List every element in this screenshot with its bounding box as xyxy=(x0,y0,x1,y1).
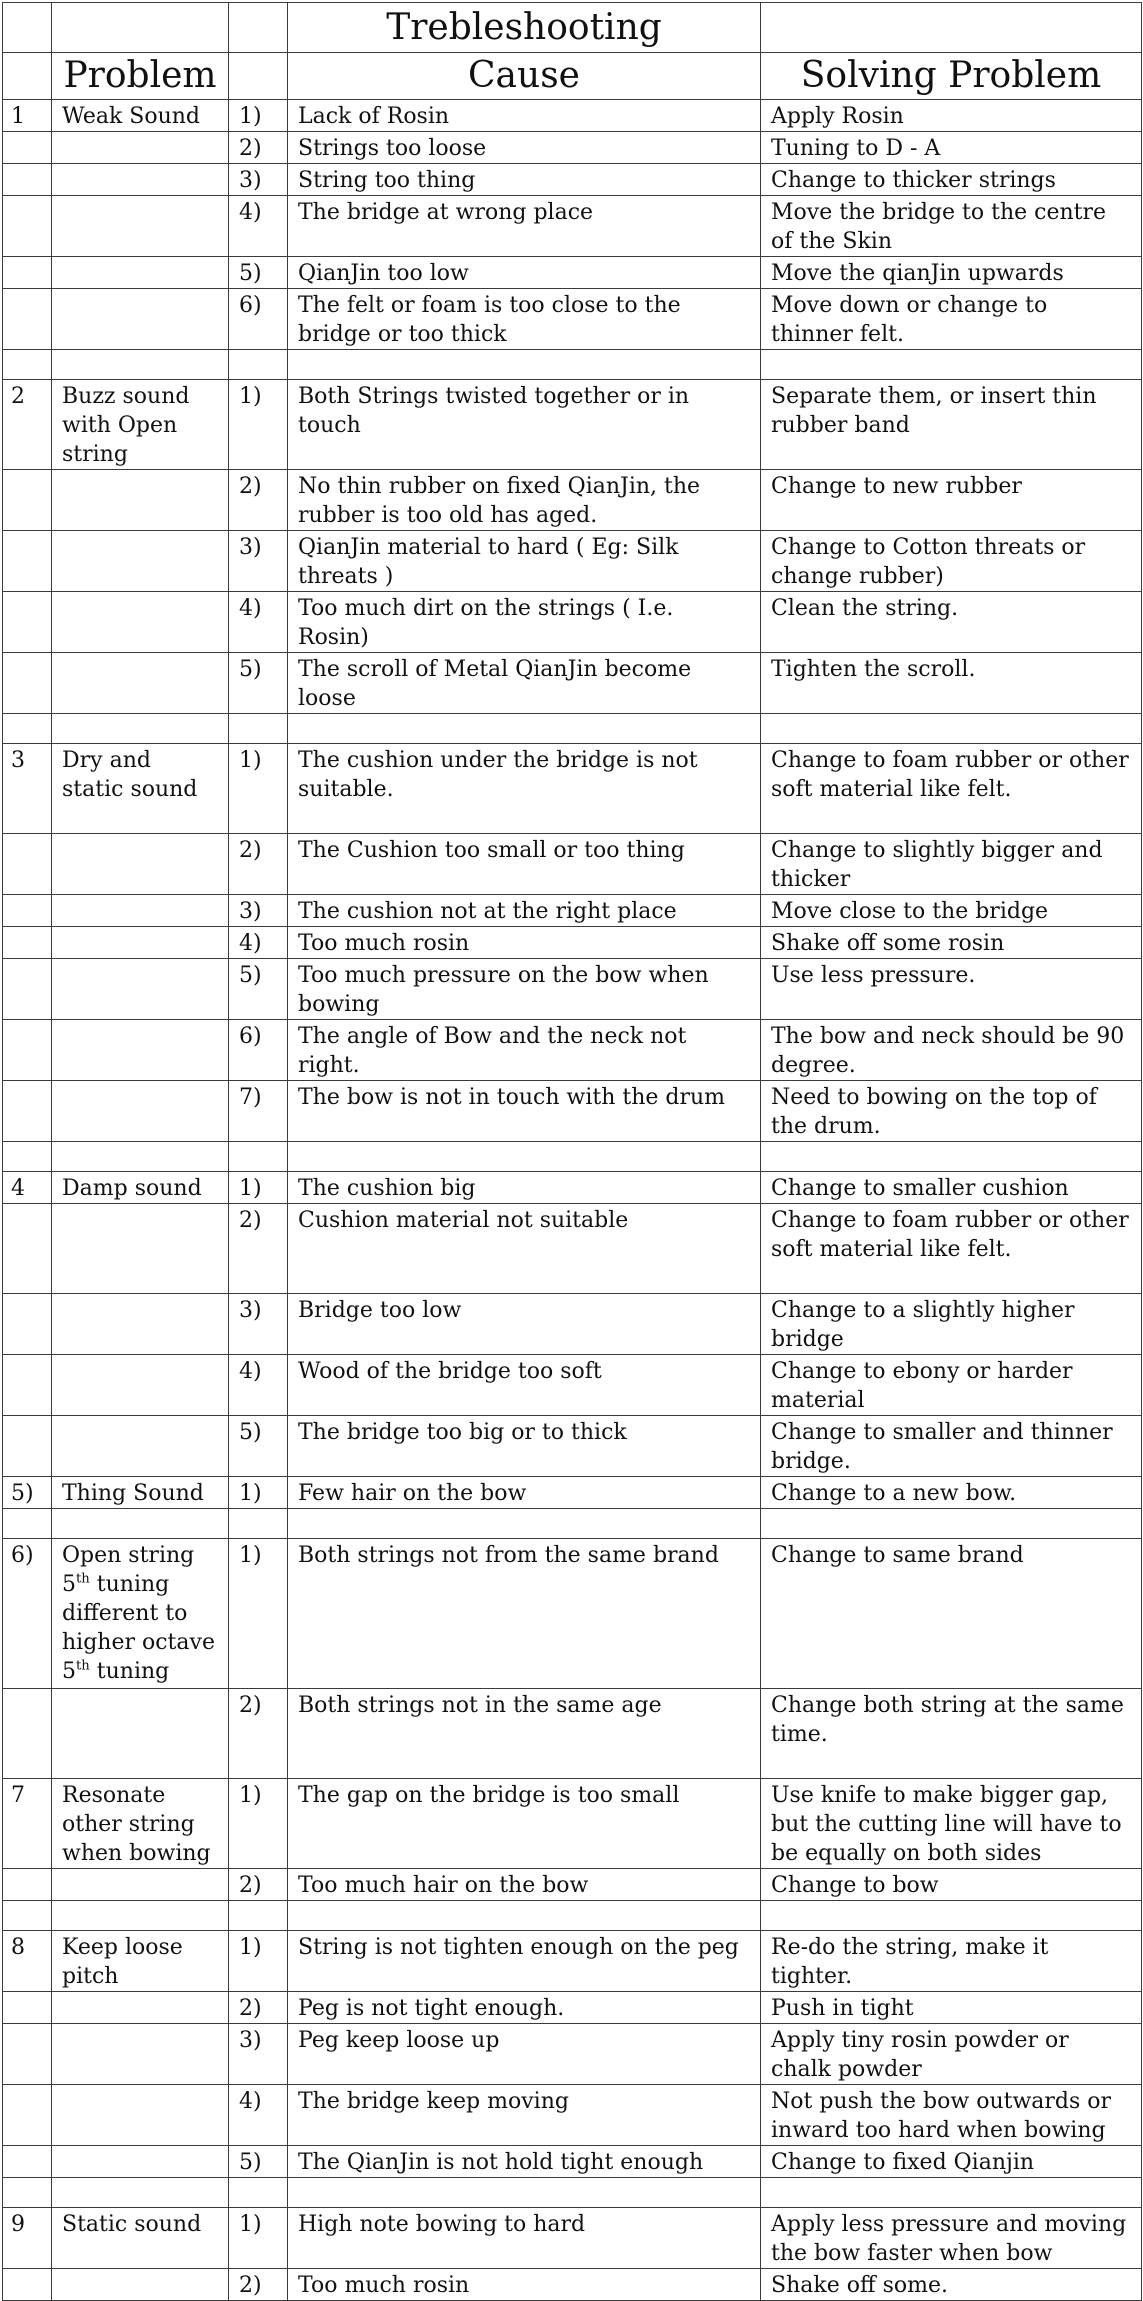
problem-cell: Buzz sound with Open string xyxy=(52,380,229,470)
solution-cell xyxy=(761,714,1142,744)
solution-cell: Shake off some rosin xyxy=(761,927,1142,959)
cause-cell: String too thing xyxy=(288,164,761,196)
row-number xyxy=(3,2085,52,2146)
problem-cell xyxy=(52,164,229,196)
problem-cell xyxy=(52,289,229,350)
cause-cell: The bridge too big or to thick xyxy=(288,1416,761,1477)
cause-cell: The bridge keep moving xyxy=(288,2085,761,2146)
cause-index xyxy=(229,714,288,744)
table-row xyxy=(3,196,1142,257)
problem-cell: Dry and static sound xyxy=(52,744,229,834)
table-row xyxy=(3,1204,1142,1294)
problem-cell xyxy=(52,257,229,289)
solution-cell: Move the bridge to the centre of the Skin xyxy=(761,196,1142,257)
cause-index: 6) xyxy=(229,289,288,350)
row-number: 6) xyxy=(3,1539,52,1689)
row-number: 8 xyxy=(3,1931,52,1992)
row-number xyxy=(3,1869,52,1901)
cause-cell: Bridge too low xyxy=(288,1294,761,1355)
solution-cell: Clean the string. xyxy=(761,592,1142,653)
row-number: 7 xyxy=(3,1779,52,1869)
table-row xyxy=(3,1355,1142,1416)
row-number: 9 xyxy=(3,2208,52,2269)
row-number xyxy=(3,196,52,257)
cause-cell xyxy=(288,1901,761,1931)
table-row xyxy=(3,1779,1142,1869)
table-row xyxy=(3,1416,1142,1477)
cause-index: 2) xyxy=(229,470,288,531)
problem-cell xyxy=(52,1081,229,1142)
solution-cell: Tuning to D - A xyxy=(761,132,1142,164)
table-row xyxy=(3,1931,1142,1992)
cause-cell: Too much rosin xyxy=(288,927,761,959)
row-number: 5) xyxy=(3,1477,52,1509)
problem-cell xyxy=(52,1992,229,2024)
cause-index: 2) xyxy=(229,1869,288,1901)
problem-cell xyxy=(52,2146,229,2178)
cause-cell: The QianJin is not hold tight enough xyxy=(288,2146,761,2178)
problem-cell xyxy=(52,2024,229,2085)
solution-cell: Tighten the scroll. xyxy=(761,653,1142,714)
table-row xyxy=(3,592,1142,653)
cause-index: 2) xyxy=(229,1689,288,1779)
table-row xyxy=(3,1992,1142,2024)
problem-cell xyxy=(52,132,229,164)
problem-cell: Resonate other string when bowing xyxy=(52,1779,229,1869)
table-row xyxy=(3,2146,1142,2178)
table-row xyxy=(3,714,1142,744)
row-number xyxy=(3,834,52,895)
problem-cell xyxy=(52,1509,229,1539)
cause-cell xyxy=(288,1509,761,1539)
solution-cell: Change to smaller and thinner bridge. xyxy=(761,1416,1142,1477)
problem-cell xyxy=(52,350,229,380)
problem-cell xyxy=(52,592,229,653)
row-number xyxy=(3,2178,52,2208)
cause-index: 5) xyxy=(229,1416,288,1477)
solution-cell: Apply tiny rosin powder or chalk powder xyxy=(761,2024,1142,2085)
cause-cell: Peg is not tight enough. xyxy=(288,1992,761,2024)
row-number: 3 xyxy=(3,744,52,834)
header-cause: Cause xyxy=(288,53,761,100)
cause-index: 1) xyxy=(229,1931,288,1992)
solution-cell: Use less pressure. xyxy=(761,959,1142,1020)
cause-index: 5) xyxy=(229,653,288,714)
problem-cell xyxy=(52,927,229,959)
cause-index: 5) xyxy=(229,257,288,289)
row-number xyxy=(3,470,52,531)
problem-cell xyxy=(52,1142,229,1172)
solution-cell xyxy=(761,1142,1142,1172)
problem-cell xyxy=(52,196,229,257)
cause-cell: Peg keep loose up xyxy=(288,2024,761,2085)
table-row xyxy=(3,2269,1142,2301)
solution-cell xyxy=(761,1901,1142,1931)
cause-index: 6) xyxy=(229,1020,288,1081)
problem-cell: Open string 5th tuning different to higher octave 5th tuning xyxy=(52,1539,229,1689)
solution-cell: Change to foam rubber or other soft material like felt. xyxy=(761,744,1142,834)
problem-cell: Thing Sound xyxy=(52,1477,229,1509)
cause-cell: The bridge at wrong place xyxy=(288,196,761,257)
row-number: 4 xyxy=(3,1172,52,1204)
problem-cell xyxy=(52,531,229,592)
solution-cell: Move down or change to thinner felt. xyxy=(761,289,1142,350)
solution-cell: Change to Cotton threats or change rubber) xyxy=(761,531,1142,592)
table-row xyxy=(3,2208,1142,2269)
table-row xyxy=(3,744,1142,834)
problem-cell xyxy=(52,2085,229,2146)
title-spacer-cell xyxy=(761,3,1142,53)
problem-cell xyxy=(52,653,229,714)
cause-index: 4) xyxy=(229,1355,288,1416)
cause-cell: Too much rosin xyxy=(288,2269,761,2301)
row-number xyxy=(3,1355,52,1416)
cause-cell: Both strings not from the same brand xyxy=(288,1539,761,1689)
solution-cell xyxy=(761,2178,1142,2208)
row-number xyxy=(3,350,52,380)
cause-index: 1) xyxy=(229,1779,288,1869)
cause-index: 2) xyxy=(229,2269,288,2301)
solution-cell xyxy=(761,1509,1142,1539)
solution-cell: Change to bow xyxy=(761,1869,1142,1901)
row-number xyxy=(3,653,52,714)
table-row xyxy=(3,2085,1142,2146)
row-number xyxy=(3,895,52,927)
table-row xyxy=(3,1477,1142,1509)
row-number xyxy=(3,1020,52,1081)
row-number xyxy=(3,2146,52,2178)
problem-cell xyxy=(52,1294,229,1355)
cause-index xyxy=(229,1901,288,1931)
cause-index: 3) xyxy=(229,1294,288,1355)
problem-cell: Damp sound xyxy=(52,1172,229,1204)
problem-cell: Static sound xyxy=(52,2208,229,2269)
cause-cell xyxy=(288,350,761,380)
cause-index: 2) xyxy=(229,1204,288,1294)
problem-cell xyxy=(52,895,229,927)
problem-cell: Weak Sound xyxy=(52,100,229,132)
row-number xyxy=(3,959,52,1020)
header-problem: Problem xyxy=(52,53,229,100)
solution-cell: Move close to the bridge xyxy=(761,895,1142,927)
problem-cell xyxy=(52,1869,229,1901)
table-row xyxy=(3,164,1142,196)
solution-cell: Move the qianJin upwards xyxy=(761,257,1142,289)
cause-cell: Too much pressure on the bow when bowing xyxy=(288,959,761,1020)
cause-cell: The cushion under the bridge is not suitable. xyxy=(288,744,761,834)
solution-cell: Change to thicker strings xyxy=(761,164,1142,196)
cause-index xyxy=(229,1509,288,1539)
cause-index: 1) xyxy=(229,1172,288,1204)
table-row xyxy=(3,653,1142,714)
row-number xyxy=(3,1294,52,1355)
problem-cell xyxy=(52,1204,229,1294)
cause-cell: Wood of the bridge too soft xyxy=(288,1355,761,1416)
table-row xyxy=(3,2024,1142,2085)
table-row xyxy=(3,1294,1142,1355)
table-row xyxy=(3,1539,1142,1689)
solution-cell: Use knife to make bigger gap, but the cutting line will have to be equally on both sides xyxy=(761,1779,1142,1869)
table-row xyxy=(3,132,1142,164)
problem-cell xyxy=(52,1901,229,1931)
row-number xyxy=(3,132,52,164)
row-number xyxy=(3,2024,52,2085)
title-spacer-cell xyxy=(229,3,288,53)
cause-cell: Too much dirt on the strings ( I.e. Rosin) xyxy=(288,592,761,653)
problem-cell xyxy=(52,1416,229,1477)
table-row xyxy=(3,470,1142,531)
solution-cell: Shake off some. xyxy=(761,2269,1142,2301)
row-number xyxy=(3,1081,52,1142)
header-row xyxy=(3,53,1142,100)
table-row xyxy=(3,1869,1142,1901)
cause-cell: QianJin material to hard ( Eg: Silk threats ) xyxy=(288,531,761,592)
table-row xyxy=(3,1509,1142,1539)
solution-cell: Change both string at the same time. xyxy=(761,1689,1142,1779)
row-number xyxy=(3,531,52,592)
row-number xyxy=(3,1416,52,1477)
problem-cell xyxy=(52,1355,229,1416)
solution-cell: Change to slightly bigger and thicker xyxy=(761,834,1142,895)
cause-cell: Cushion material not suitable xyxy=(288,1204,761,1294)
cause-index: 2) xyxy=(229,834,288,895)
solution-cell: Re-do the string, make it tighter. xyxy=(761,1931,1142,1992)
row-number: 2 xyxy=(3,380,52,470)
row-number xyxy=(3,289,52,350)
table-row xyxy=(3,380,1142,470)
solution-cell xyxy=(761,350,1142,380)
row-number xyxy=(3,1689,52,1779)
solution-cell: Not push the bow outwards or inward too hard when bowing xyxy=(761,2085,1142,2146)
cause-index: 1) xyxy=(229,1539,288,1689)
title-spacer-cell xyxy=(3,3,52,53)
row-number xyxy=(3,1901,52,1931)
cause-cell: Too much hair on the bow xyxy=(288,1869,761,1901)
row-number xyxy=(3,714,52,744)
cause-cell: The cushion big xyxy=(288,1172,761,1204)
cause-index: 7) xyxy=(229,1081,288,1142)
table-row xyxy=(3,959,1142,1020)
table-row xyxy=(3,531,1142,592)
cause-index: 1) xyxy=(229,1477,288,1509)
cause-index: 4) xyxy=(229,2085,288,2146)
cause-cell: The angle of Bow and the neck not right. xyxy=(288,1020,761,1081)
cause-cell xyxy=(288,1142,761,1172)
title-row xyxy=(3,3,1142,53)
cause-cell: Both Strings twisted together or in touch xyxy=(288,380,761,470)
row-number xyxy=(3,1509,52,1539)
table-row xyxy=(3,1142,1142,1172)
problem-cell xyxy=(52,834,229,895)
cause-cell: The Cushion too small or too thing xyxy=(288,834,761,895)
solution-cell: Change to smaller cushion xyxy=(761,1172,1142,1204)
row-number xyxy=(3,1992,52,2024)
cause-cell: High note bowing to hard xyxy=(288,2208,761,2269)
table-row xyxy=(3,1172,1142,1204)
solution-cell: Change to same brand xyxy=(761,1539,1142,1689)
header-number xyxy=(3,53,52,100)
cause-cell: Both strings not in the same age xyxy=(288,1689,761,1779)
cause-index: 2) xyxy=(229,132,288,164)
cause-index: 3) xyxy=(229,2024,288,2085)
problem-cell: Keep loose pitch xyxy=(52,1931,229,1992)
solution-cell: Change to new rubber xyxy=(761,470,1142,531)
solution-cell: Change to ebony or harder material xyxy=(761,1355,1142,1416)
cause-index: 1) xyxy=(229,380,288,470)
cause-index xyxy=(229,1142,288,1172)
table-row xyxy=(3,1901,1142,1931)
row-number xyxy=(3,164,52,196)
solution-cell: Change to a new bow. xyxy=(761,1477,1142,1509)
solution-cell: Change to a slightly higher bridge xyxy=(761,1294,1142,1355)
table-row xyxy=(3,1081,1142,1142)
table-row xyxy=(3,2178,1142,2208)
problem-cell xyxy=(52,714,229,744)
cause-cell xyxy=(288,2178,761,2208)
cause-cell: String is not tighten enough on the peg xyxy=(288,1931,761,1992)
table-row xyxy=(3,1689,1142,1779)
table-row xyxy=(3,834,1142,895)
table-row xyxy=(3,289,1142,350)
problem-cell xyxy=(52,2178,229,2208)
table-row xyxy=(3,257,1142,289)
table-row xyxy=(3,350,1142,380)
cause-index: 5) xyxy=(229,2146,288,2178)
cause-cell: Strings too loose xyxy=(288,132,761,164)
cause-index: 2) xyxy=(229,1992,288,2024)
cause-index xyxy=(229,2178,288,2208)
cause-cell: The bow is not in touch with the drum xyxy=(288,1081,761,1142)
table-row xyxy=(3,927,1142,959)
solution-cell: Separate them, or insert thin rubber band xyxy=(761,380,1142,470)
cause-cell: The gap on the bridge is too small xyxy=(288,1779,761,1869)
solution-cell: Push in tight xyxy=(761,1992,1142,2024)
cause-index: 5) xyxy=(229,959,288,1020)
solution-cell: Apply less pressure and moving the bow faster when bow xyxy=(761,2208,1142,2269)
solution-cell: Change to foam rubber or other soft material like felt. xyxy=(761,1204,1142,1294)
cause-index: 3) xyxy=(229,164,288,196)
row-number xyxy=(3,2269,52,2301)
cause-cell: The cushion not at the right place xyxy=(288,895,761,927)
cause-cell: Few hair on the bow xyxy=(288,1477,761,1509)
header-solution: Solving Problem xyxy=(761,53,1142,100)
cause-cell xyxy=(288,714,761,744)
row-number xyxy=(3,1204,52,1294)
cause-index: 4) xyxy=(229,927,288,959)
table-row xyxy=(3,100,1142,132)
cause-index xyxy=(229,350,288,380)
cause-index: 1) xyxy=(229,100,288,132)
row-number: 1 xyxy=(3,100,52,132)
solution-cell: The bow and neck should be 90 degree. xyxy=(761,1020,1142,1081)
cause-index: 3) xyxy=(229,531,288,592)
row-number xyxy=(3,257,52,289)
table-row xyxy=(3,895,1142,927)
title-spacer-cell xyxy=(52,3,229,53)
table-row xyxy=(3,1020,1142,1081)
cause-cell: The felt or foam is too close to the bridge or too thick xyxy=(288,289,761,350)
cause-index: 1) xyxy=(229,2208,288,2269)
solution-cell: Need to bowing on the top of the drum. xyxy=(761,1081,1142,1142)
document-title: Trebleshooting xyxy=(288,3,761,53)
cause-index: 4) xyxy=(229,196,288,257)
cause-cell: QianJin too low xyxy=(288,257,761,289)
cause-index: 4) xyxy=(229,592,288,653)
problem-cell xyxy=(52,1020,229,1081)
cause-index: 1) xyxy=(229,744,288,834)
cause-cell: Lack of Rosin xyxy=(288,100,761,132)
row-number xyxy=(3,1142,52,1172)
cause-index: 3) xyxy=(229,895,288,927)
cause-cell: The scroll of Metal QianJin become loose xyxy=(288,653,761,714)
row-number xyxy=(3,592,52,653)
problem-cell xyxy=(52,1689,229,1779)
solution-cell: Change to fixed Qianjin xyxy=(761,2146,1142,2178)
row-number xyxy=(3,927,52,959)
problem-cell xyxy=(52,2269,229,2301)
cause-cell: No thin rubber on fixed QianJin, the rubber is too old has aged. xyxy=(288,470,761,531)
problem-cell xyxy=(52,959,229,1020)
header-index xyxy=(229,53,288,100)
problem-cell xyxy=(52,470,229,531)
solution-cell: Apply Rosin xyxy=(761,100,1142,132)
troubleshooting-table xyxy=(2,2,1142,2301)
